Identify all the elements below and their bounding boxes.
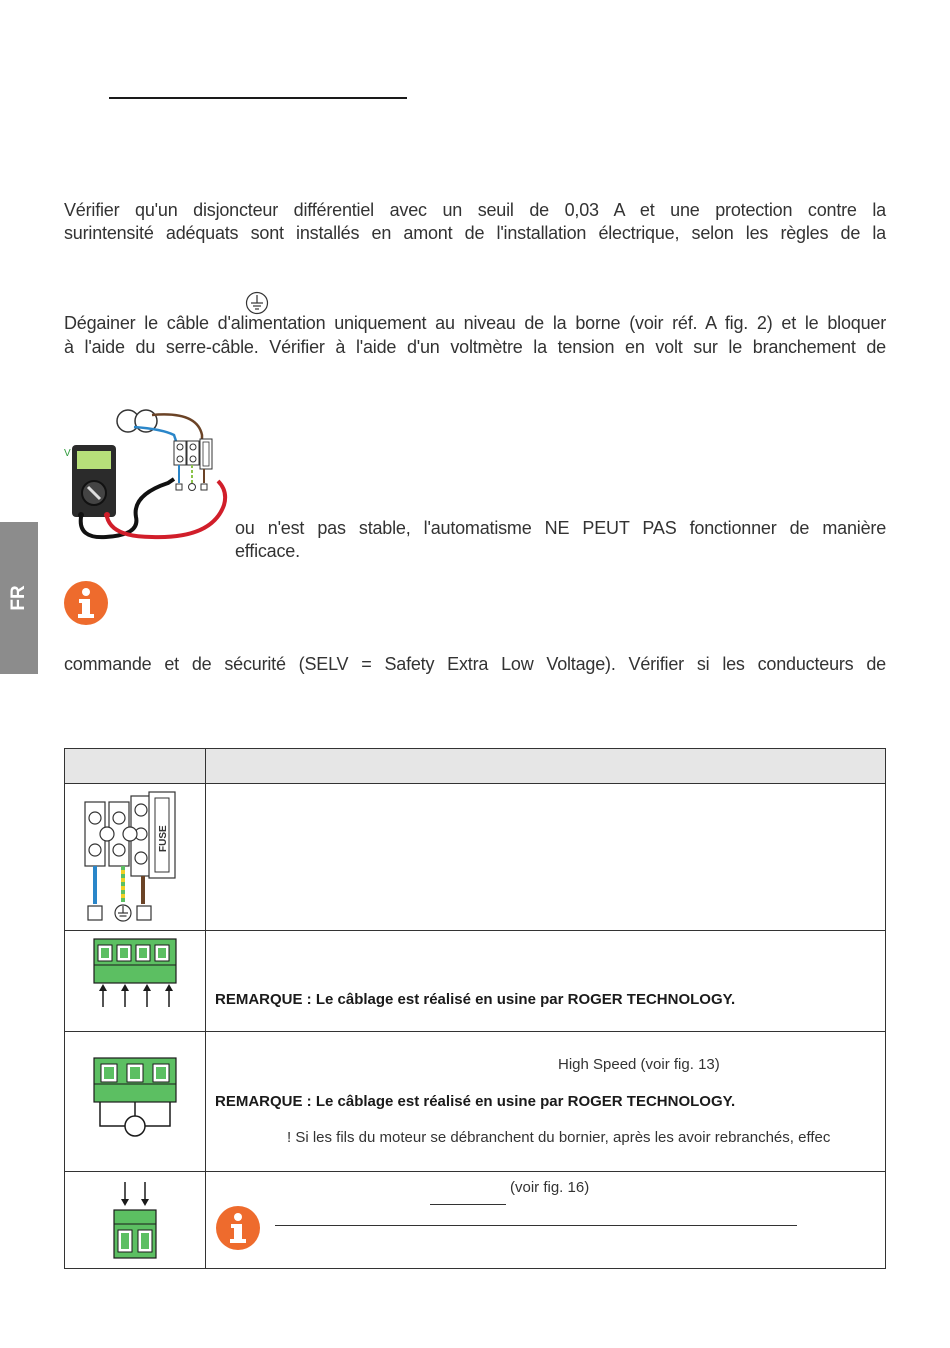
factory-wiring-note: REMARQUE : Le câblage est réalisé en usine par ROGER TECHNOLOGY. <box>215 1093 736 1110</box>
table-row <box>65 1032 886 1172</box>
paragraph-line: ou n'est pas stable, l'automatisme NE PEUT PAS fonctionner de manière <box>235 518 886 538</box>
meter-label: V <box>64 448 71 459</box>
title-underline <box>109 97 407 99</box>
factory-wiring-note: REMARQUE : Le câblage est réalisé en usine par ROGER TECHNOLOGY. <box>215 991 736 1008</box>
high-speed-ref: High Speed (voir fig. 13) <box>558 1056 720 1073</box>
fuse-label: FUSE <box>158 825 169 852</box>
table-cell <box>206 1172 886 1269</box>
table-row <box>65 931 886 1032</box>
table-row <box>65 784 886 931</box>
two-pin-terminal-icon-cell <box>65 1172 206 1269</box>
table-header-cell <box>206 749 886 784</box>
paragraph-line: efficace. <box>235 541 300 561</box>
paragraph-line: Vérifier qu'un disjoncteur différentiel avec un seuil de 0,03 A et une protection contre la <box>64 200 886 220</box>
info-icon <box>216 1206 260 1250</box>
link-underline <box>430 1204 506 1205</box>
paragraph-line: Dégainer le câble d'alimentation uniquement au niveau de la borne (voir réf. A fig. 2) et le bloquer <box>64 313 886 333</box>
table-cell <box>206 784 886 931</box>
terminal-icon-cell <box>65 931 206 1032</box>
connection-table <box>64 748 886 1269</box>
four-pin-terminal-icon <box>90 937 180 1017</box>
two-pin-terminal-icon <box>110 1180 160 1264</box>
language-side-tab <box>0 522 38 674</box>
power-terminal-icon-cell <box>65 784 206 931</box>
table-row <box>65 1172 886 1269</box>
fig-16-ref: (voir fig. 16) <box>510 1179 590 1196</box>
language-label: FR <box>8 585 29 611</box>
motor-wire-warning: ! Si les fils du moteur se débranchent du bornier, après les avoir rebranchés, effec <box>287 1129 831 1146</box>
paragraph-line: commande et de sécurité (SELV = Safety Extra Low Voltage). Vérifier si les conducteurs de <box>64 654 886 674</box>
motor-terminal-icon-cell <box>65 1032 206 1172</box>
fuse-terminal-icon <box>75 788 195 926</box>
table-cell <box>206 1032 886 1172</box>
paragraph-line: à l'aide du serre-câble. Vérifier à l'aide d'un voltmètre la tension en volt sur le branchement de <box>64 337 886 357</box>
table-header-cell <box>65 749 206 784</box>
table-cell <box>206 931 886 1032</box>
table-header-row <box>65 749 886 784</box>
paragraph-line: surintensité adéquats sont installés en amont de l'installation électrique, selon les règles de la <box>64 223 886 243</box>
motor-terminal-icon <box>90 1056 180 1146</box>
info-icon <box>64 581 108 625</box>
voltmeter-figure <box>62 405 242 550</box>
info-underline <box>275 1225 797 1226</box>
